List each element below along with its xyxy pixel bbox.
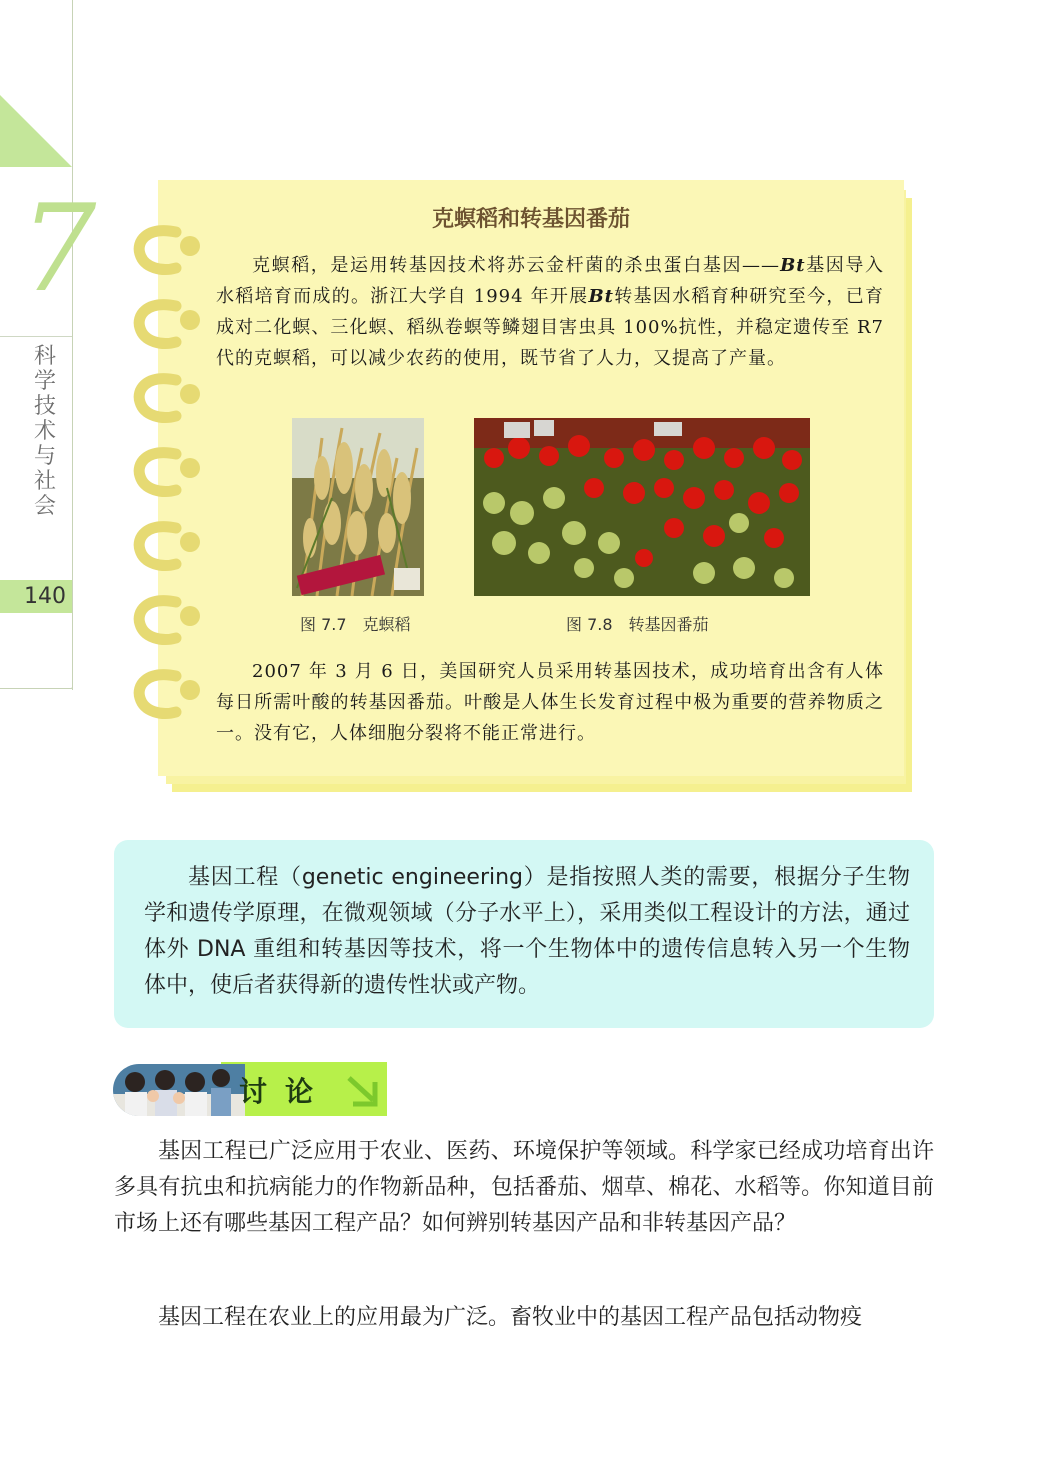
body-paragraph-2: 基因工程在农业上的应用最为广泛。畜牧业中的基因工程产品包括动物疫 xyxy=(158,1305,863,1330)
notebook-card xyxy=(158,180,904,776)
figure-caption-rice: 图 7.7 克螟稻 xyxy=(300,615,411,634)
rice-photo xyxy=(292,418,424,596)
spiral-ring xyxy=(132,222,206,278)
figure-caption-tomato: 图 7.8 转基因番茄 xyxy=(566,615,709,634)
margin-divider xyxy=(0,336,72,337)
spiral-ring xyxy=(132,666,206,722)
margin-triangle xyxy=(0,95,72,167)
body-paragraph-1: 基因工程已广泛应用于农业、医药、环境保护等领域。科学家已经成功培育出许多具有抗虫和抗病能力的作物新品种，包括番茄、烟草、棉花、水稻等。你知道目前市场上还有哪些基因工程产品？如何辨别转基因产品和非转基因产品？ xyxy=(114,1139,934,1236)
arrow-down-right-icon xyxy=(345,1074,381,1108)
discussion-banner xyxy=(113,1062,387,1116)
spiral-ring xyxy=(132,444,206,500)
spiral-ring xyxy=(132,518,206,574)
chapter-number: 7 xyxy=(20,180,97,319)
spiral-ring xyxy=(132,296,206,352)
students-photo xyxy=(113,1064,245,1116)
note-paragraph-1: 克螟稻，是运用转基因技术将苏云金杆菌的杀虫蛋白基因——Bt基因导入水稻培育而成的。浙江大学自 1994 年开展Bt转基因水稻育种研究至今，已育成对二化螟、三化螟、稻纵卷螟等鳞翅目害虫具 100%抗性，并稳定遗传至 R7 代的克螟稻，可以减少农药的使用，既节省了人力，又提高了产量。 xyxy=(216,255,885,369)
definition-text: 基因工程（genetic engineering）是指按照人类的需要，根据分子生物学和遗传学原理，在微观领域（分子水平上），采用类似工程设计的方法，通过体外 DNA 重组和转基因等技术，将一个生物体中的遗传信息转入另一个生物体中，使后者获得新的遗传性状或产物。 xyxy=(144,865,910,998)
margin-tab-bottom xyxy=(0,613,73,689)
definition-box xyxy=(114,840,934,1028)
spiral-ring xyxy=(132,370,206,426)
margin-line xyxy=(72,0,73,690)
chapter-title: 科学技术与社会 xyxy=(34,344,57,519)
tomato-photo xyxy=(474,418,810,596)
discussion-label: 讨论 xyxy=(239,1075,332,1108)
note-paragraph-2: 2007 年 3 月 6 日，美国研究人员采用转基因技术，成功培育出含有人体每日所需叶酸的转基因番茄。叶酸是人体生长发育过程中极为重要的营养物质之一。没有它，人体细胞分裂将不能正常进行。 xyxy=(216,661,884,744)
spiral-ring xyxy=(132,592,206,648)
note-title: 克螟稻和转基因番茄 xyxy=(431,207,630,232)
page-number: 140 xyxy=(24,584,66,609)
